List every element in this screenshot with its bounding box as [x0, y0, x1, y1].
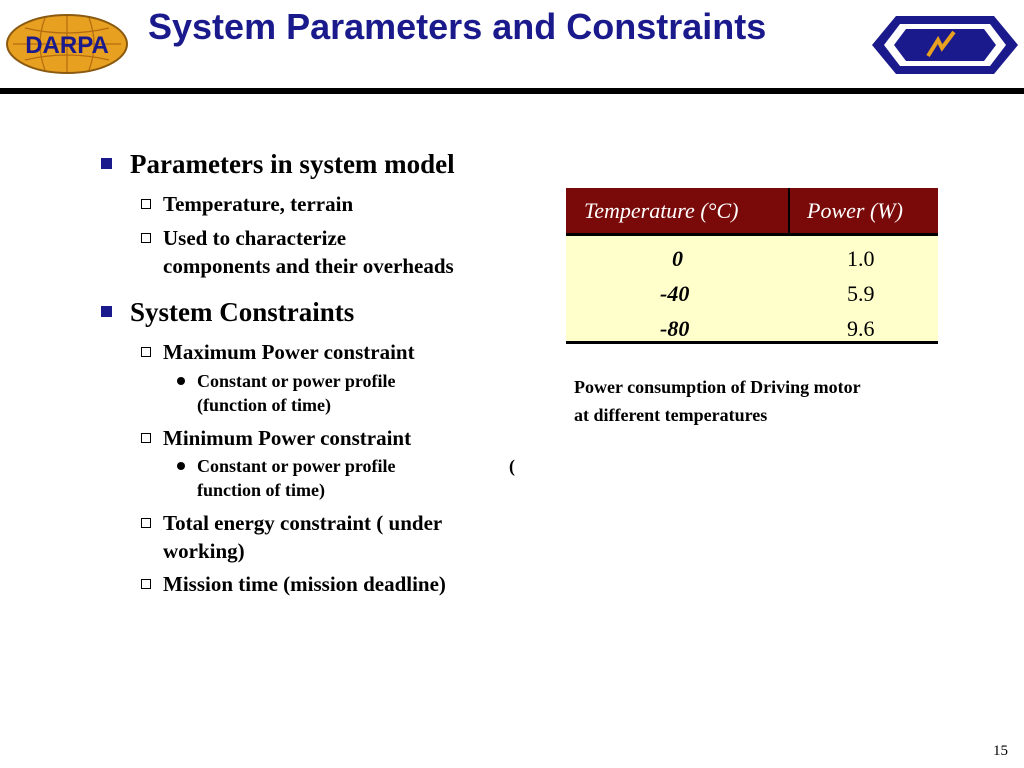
table-body	[566, 236, 938, 344]
sub-bullet-text: Mission time (mission deadline)	[163, 572, 446, 596]
table-caption-line: Power consumption of Driving motor	[574, 377, 861, 397]
table-cell-temperature: -80	[660, 316, 690, 341]
detail-max-power-profile	[197, 369, 396, 417]
hollow-square-bullet-icon	[141, 199, 151, 209]
sub-bullet-text-cont: components and their overheads	[163, 254, 454, 278]
bullet-constraints-label: System Constraints	[130, 297, 355, 327]
table-cell-temperature: -40	[660, 281, 690, 306]
table-cell-temperature: 0	[672, 246, 683, 271]
sub-bullet-mission-time	[163, 570, 446, 598]
hollow-square-bullet-icon	[141, 433, 151, 443]
square-bullet-icon	[101, 306, 112, 317]
detail-open-paren: (	[509, 456, 515, 476]
table-caption-line-cont: at different temperatures	[574, 405, 768, 425]
pacc-logo	[870, 14, 1020, 76]
table-header-separator	[788, 188, 790, 236]
sub-bullet-text: Used to characterize	[163, 226, 347, 250]
header-divider	[0, 88, 1024, 94]
hollow-square-bullet-icon	[141, 233, 151, 243]
sub-bullet-text: Total energy constraint ( under	[163, 511, 443, 535]
table-cell-power: 9.6	[847, 316, 875, 341]
sub-bullet-text: Minimum Power constraint	[163, 426, 412, 450]
darpa-logo	[5, 13, 129, 75]
page-title: System Parameters and Constraints	[148, 6, 767, 47]
hollow-square-bullet-icon	[141, 518, 151, 528]
table-header-temperature: Temperature (°C)	[584, 198, 739, 223]
table-cell-power: 5.9	[847, 281, 875, 306]
darpa-logo-text: DARPA	[25, 32, 109, 59]
hollow-square-bullet-icon	[141, 579, 151, 589]
sub-bullet-max-power	[163, 338, 415, 366]
hollow-square-bullet-icon	[141, 347, 151, 357]
bullet-parameters	[130, 149, 455, 180]
table-header-row	[566, 188, 938, 236]
detail-text-cont: function of time)	[197, 480, 325, 500]
sub-bullet-characterize	[163, 224, 454, 280]
table-cell-power: 1.0	[847, 246, 875, 271]
sub-bullet-min-power	[163, 424, 411, 452]
detail-text: Constant or power profile	[197, 371, 396, 391]
sub-bullet-text: Maximum Power constraint	[163, 340, 415, 364]
detail-text: Constant or power profile	[197, 456, 396, 476]
sub-bullet-text: Temperature, terrain	[163, 192, 354, 216]
detail-text-cont: (function of time)	[197, 395, 331, 415]
sub-bullet-text-cont: working)	[163, 539, 245, 563]
page-number: 15	[993, 743, 1008, 759]
table-caption	[574, 373, 861, 429]
sub-bullet-temperature-terrain	[163, 190, 353, 218]
detail-min-power-profile	[197, 454, 396, 502]
dot-bullet-icon	[177, 462, 185, 470]
pacc-logo-text: PACC	[870, 14, 873, 15]
square-bullet-icon	[101, 158, 112, 169]
sub-bullet-total-energy	[163, 509, 442, 565]
bullet-system-constraints	[130, 297, 354, 328]
bullet-parameters-label: Parameters in system model	[130, 149, 455, 179]
dot-bullet-icon	[177, 377, 185, 385]
table-header-power: Power (W)	[807, 198, 903, 223]
